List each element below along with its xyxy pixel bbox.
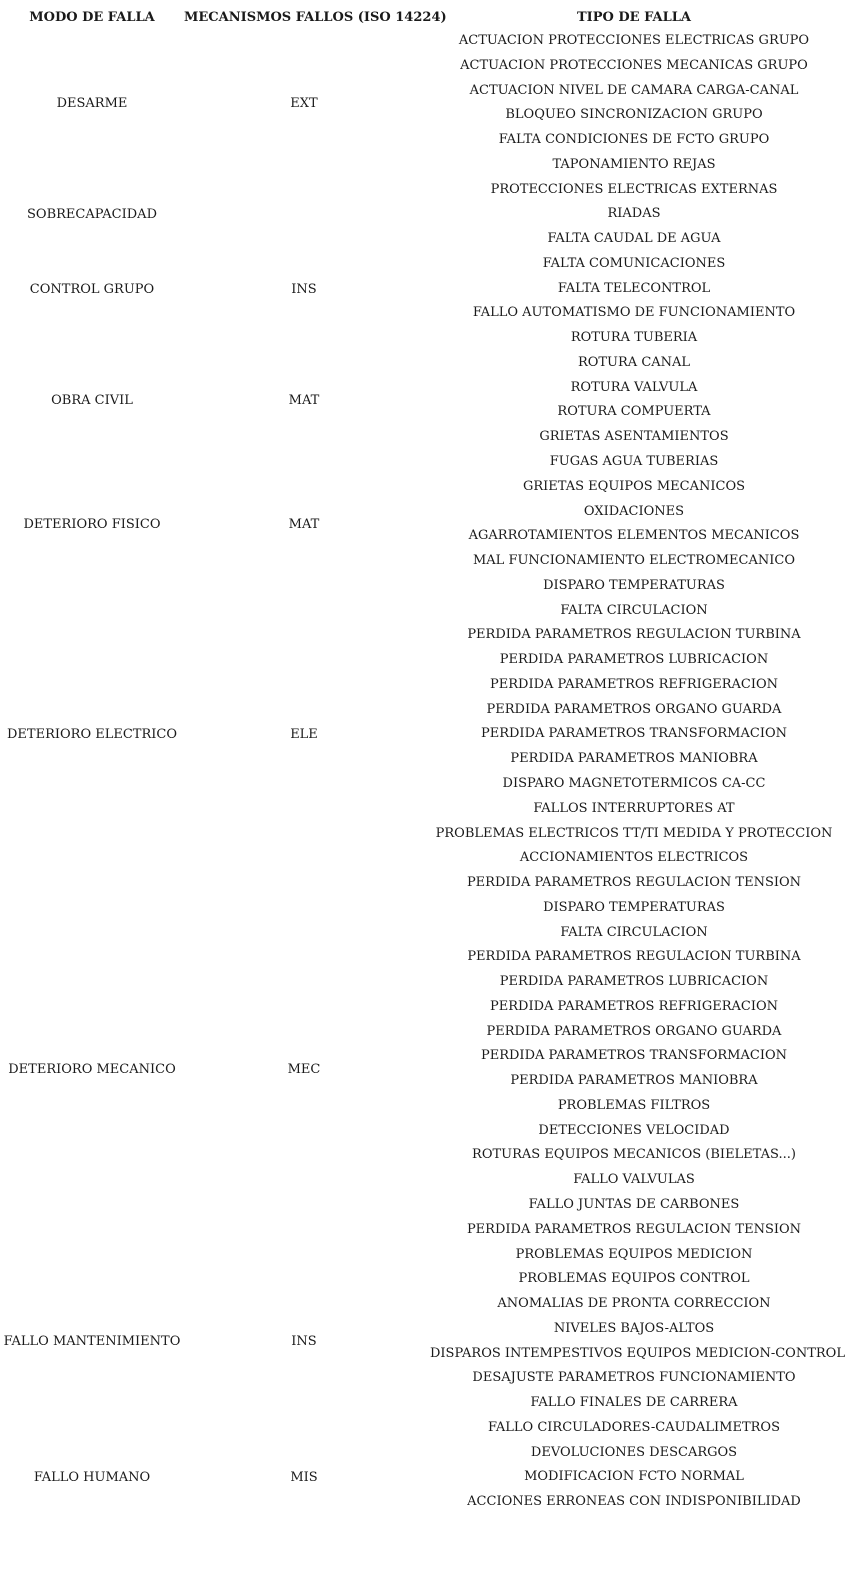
- failure-group: [0, 252, 853, 326]
- header-mecanismos-fallos: MECANISMOS FALLOS (ISO 14224): [184, 10, 447, 25]
- failure-group: [0, 1243, 853, 1441]
- tipo-de-falla-item: AGARROTAMIENTOS ELEMENTOS MECANICOS: [468, 528, 800, 544]
- tipo-de-falla-item: DISPARO MAGNETOTERMICOS CA-CC: [502, 775, 766, 791]
- tipo-de-falla-item: FALTA CONDICIONES DE FCTO GRUPO: [498, 132, 770, 148]
- tipo-de-falla-item: PERDIDA PARAMETROS REGULACION TENSION: [466, 1221, 802, 1237]
- modo-de-falla-cell: DETERIORO ELECTRICO: [7, 727, 177, 743]
- tipo-de-falla-item: FALTA CIRCULACION: [560, 924, 708, 940]
- tipo-de-falla-item: ACTUACION PROTECCIONES MECANICAS GRUPO: [460, 57, 808, 73]
- tipo-de-falla-item: ROTURAS EQUIPOS MECANICOS (BIELETAS...): [472, 1147, 796, 1163]
- mecanismo-cell: MAT: [288, 516, 320, 532]
- failure-group: [0, 896, 853, 1243]
- tipo-de-falla-list: [430, 326, 838, 475]
- mecanismo-cell: EXT: [290, 95, 318, 111]
- failure-group: [0, 326, 853, 475]
- modo-de-falla-cell: DETERIORO MECANICO: [8, 1061, 176, 1077]
- tipo-de-falla-item: RIADAS: [607, 206, 661, 222]
- modo-de-falla-cell: FALLO MANTENIMIENTO: [3, 1334, 181, 1350]
- tipo-de-falla-item: ACTUACION NIVEL DE CAMARA CARGA-CANAL: [469, 82, 799, 98]
- tipo-de-falla-list: [430, 896, 838, 1243]
- tipo-de-falla-item: PROBLEMAS FILTROS: [557, 1097, 711, 1113]
- tipo-de-falla-item: FALLOS INTERRUPTORES AT: [533, 800, 735, 816]
- tipo-de-falla-item: DISPAROS INTEMPESTIVOS EQUIPOS MEDICION-CONTROL: [430, 1345, 845, 1361]
- tipo-de-falla-item: FALTA TELECONTROL: [557, 280, 711, 296]
- tipo-de-falla-item: ANOMALIAS DE PRONTA CORRECCION: [497, 1296, 771, 1312]
- mecanismo-cell: MAT: [288, 392, 320, 408]
- header-modo-de-falla: MODO DE FALLA: [29, 10, 155, 25]
- tipo-de-falla-item: DISPARO TEMPERATURAS: [543, 899, 725, 915]
- tipo-de-falla-item: ROTURA COMPUERTA: [557, 404, 711, 420]
- modo-de-falla-cell: CONTROL GRUPO: [29, 281, 155, 297]
- tipo-de-falla-item: PERDIDA PARAMETROS REGULACION TURBINA: [467, 627, 801, 643]
- tipo-de-falla-item: PERDIDA PARAMETROS REGULACION TENSION: [466, 875, 802, 891]
- tipo-de-falla-list: [430, 475, 838, 574]
- tipo-de-falla-item: FALTA CIRCULACION: [560, 602, 708, 618]
- tipo-de-falla-item: PERDIDA PARAMETROS ORGANO GUARDA: [486, 701, 782, 717]
- tipo-de-falla-item: BLOQUEO SINCRONIZACION GRUPO: [505, 107, 763, 123]
- tipo-de-falla-list: [430, 178, 838, 252]
- modo-de-falla-cell: DETERIORO FISICO: [23, 516, 161, 532]
- failure-group: [0, 574, 853, 896]
- header-tipo-de-falla: TIPO DE FALLA: [576, 10, 691, 25]
- tipo-de-falla-item: PERDIDA PARAMETROS LUBRICACION: [499, 974, 769, 990]
- tipo-de-falla-item: FALLO JUNTAS DE CARBONES: [528, 1196, 740, 1212]
- failure-group: [0, 178, 853, 252]
- tipo-de-falla-item: PERDIDA PARAMETROS MANIOBRA: [510, 1073, 758, 1089]
- tipo-de-falla-item: PERDIDA PARAMETROS REGULACION TURBINA: [467, 949, 801, 965]
- mecanismo-cell: MIS: [290, 1470, 318, 1486]
- tipo-de-falla-item: PERDIDA PARAMETROS ORGANO GUARDA: [486, 1023, 782, 1039]
- tipo-de-falla-item: ROTURA VALVULA: [570, 379, 698, 395]
- failure-group: [0, 1441, 853, 1515]
- tipo-de-falla-item: ROTURA CANAL: [577, 354, 691, 370]
- tipo-de-falla-list: [430, 1441, 838, 1515]
- tipo-de-falla-item: FALTA COMUNICACIONES: [542, 255, 726, 271]
- tipo-de-falla-item: DISPARO TEMPERATURAS: [543, 577, 725, 593]
- tipo-de-falla-item: FALLO CIRCULADORES-CAUDALIMETROS: [488, 1419, 780, 1435]
- failure-table-body: [0, 29, 853, 1515]
- tipo-de-falla-item: GRIETAS EQUIPOS MECANICOS: [522, 478, 746, 494]
- tipo-de-falla-item: PROBLEMAS ELECTRICOS TT/TI MEDIDA Y PROTECCION: [435, 825, 833, 841]
- tipo-de-falla-item: PROBLEMAS EQUIPOS CONTROL: [518, 1271, 750, 1287]
- tipo-de-falla-item: PERDIDA PARAMETROS TRANSFORMACION: [480, 726, 787, 742]
- tipo-de-falla-item: ACCIONAMIENTOS ELECTRICOS: [519, 850, 749, 866]
- mecanismo-cell: MEC: [287, 1061, 321, 1077]
- failure-group: [0, 475, 853, 574]
- modo-de-falla-cell: FALLO HUMANO: [33, 1470, 151, 1486]
- tipo-de-falla-item: TAPONAMIENTO REJAS: [552, 156, 716, 172]
- tipo-de-falla-item: PERDIDA PARAMETROS MANIOBRA: [510, 751, 758, 767]
- tipo-de-falla-item: PROBLEMAS EQUIPOS MEDICION: [515, 1246, 753, 1262]
- tipo-de-falla-list: [430, 574, 838, 896]
- tipo-de-falla-item: PERDIDA PARAMETROS REFRIGERACION: [490, 998, 778, 1014]
- tipo-de-falla-item: PROTECCIONES ELECTRICAS EXTERNAS: [490, 181, 778, 197]
- tipo-de-falla-item: DESAJUSTE PARAMETROS FUNCIONAMIENTO: [472, 1370, 796, 1386]
- tipo-de-falla-item: NIVELES BAJOS-ALTOS: [553, 1320, 715, 1336]
- modo-de-falla-cell: DESARME: [56, 95, 128, 111]
- tipo-de-falla-item: ACTUACION PROTECCIONES ELECTRICAS GRUPO: [458, 33, 810, 48]
- tipo-de-falla-item: PERDIDA PARAMETROS LUBRICACION: [499, 652, 769, 668]
- mecanismo-cell: INS: [291, 1334, 317, 1350]
- tipo-de-falla-item: DETECCIONES VELOCIDAD: [538, 1122, 730, 1138]
- tipo-de-falla-item: ACCIONES ERRONEAS CON INDISPONIBILIDAD: [467, 1494, 801, 1510]
- tipo-de-falla-list: [430, 252, 838, 326]
- tipo-de-falla-item: OXIDACIONES: [583, 503, 685, 519]
- modo-de-falla-cell: OBRA CIVIL: [51, 392, 133, 408]
- tipo-de-falla-list: [430, 1243, 845, 1441]
- tipo-de-falla-item: DEVOLUCIONES DESCARGOS: [530, 1444, 738, 1460]
- tipo-de-falla-item: GRIETAS ASENTAMIENTOS: [539, 429, 729, 445]
- mecanismo-cell: INS: [291, 281, 317, 297]
- tipo-de-falla-item: ROTURA TUBERIA: [570, 330, 698, 346]
- tipo-de-falla-item: FUGAS AGUA TUBERIAS: [549, 454, 719, 470]
- tipo-de-falla-item: PERDIDA PARAMETROS REFRIGERACION: [490, 676, 778, 692]
- mecanismo-cell: ELE: [290, 727, 318, 743]
- failure-group: [0, 29, 853, 178]
- mecanismo-cell: [184, 178, 424, 252]
- tipo-de-falla-item: PERDIDA PARAMETROS TRANSFORMACION: [480, 1048, 787, 1064]
- tipo-de-falla-item: FALLO AUTOMATISMO DE FUNCIONAMIENTO: [472, 305, 796, 321]
- tipo-de-falla-list: [430, 29, 838, 178]
- tipo-de-falla-item: MODIFICACION FCTO NORMAL: [524, 1469, 744, 1485]
- tipo-de-falla-item: FALLO VALVULAS: [573, 1172, 695, 1188]
- tipo-de-falla-item: FALTA CAUDAL DE AGUA: [547, 231, 721, 247]
- tipo-de-falla-item: MAL FUNCIONAMIENTO ELECTROMECANICO: [472, 553, 796, 569]
- modo-de-falla-cell: SOBRECAPACIDAD: [27, 207, 157, 223]
- tipo-de-falla-item: FALLO FINALES DE CARRERA: [530, 1395, 738, 1411]
